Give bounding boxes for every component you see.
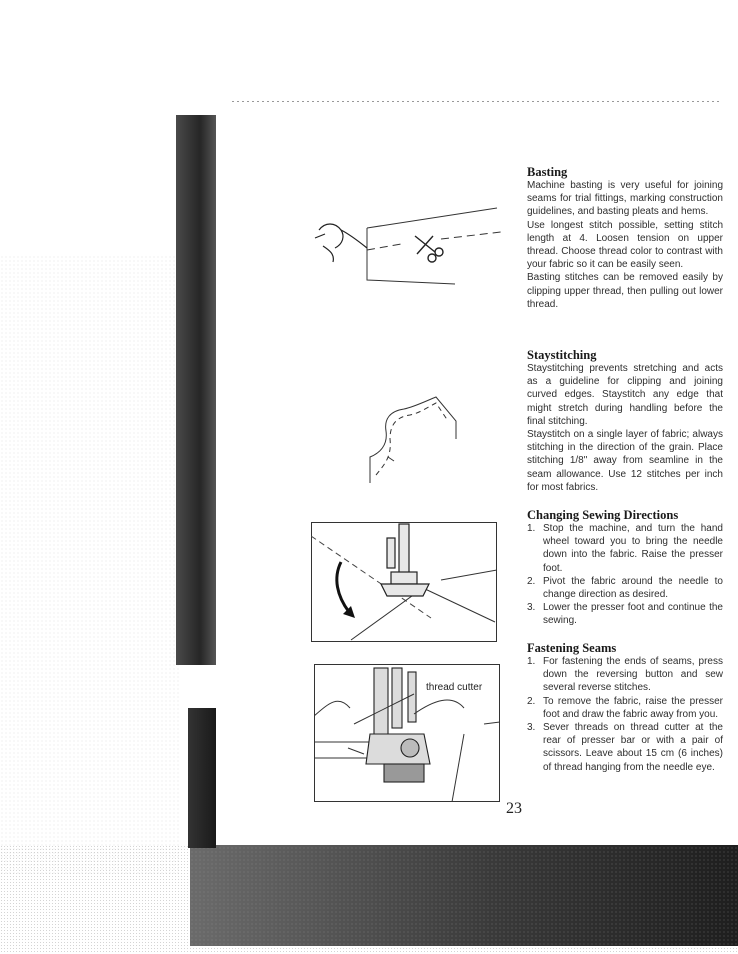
- page-number: 23: [506, 800, 522, 817]
- section-changing-directions: [527, 508, 723, 628]
- step-number: 1.: [527, 523, 536, 534]
- thread-cutter-figure: [314, 664, 500, 802]
- list-item: [527, 655, 723, 695]
- step-text: Sever threads on thread cutter at the rear of presser bar or with a pair of scissors. Leave about 15 cm (6 inches) of thread hanging from the needle eye.: [543, 722, 723, 773]
- paragraph: Staystitching prevents stretching and acts as a guideline for clipping and joining curved edges. Staystitch any edge that might stretch during handling before the final stitching.: [527, 363, 723, 427]
- list-item: [527, 575, 723, 601]
- list-item: [527, 601, 723, 627]
- step-number: 3.: [527, 602, 536, 614]
- step-number: 2.: [527, 695, 536, 707]
- paragraph: Staystitch on a single layer of fabric; always stitching in the direction of the grain. Place stitching 1/8" away from seamline in the seam allowance. Use 12 stitches per inch for most fabrics.: [527, 429, 723, 493]
- hand-icon: [315, 224, 367, 262]
- book-spine-shadow-lower: [188, 708, 216, 848]
- step-text: Lower the presser foot and continue the sewing.: [543, 602, 723, 627]
- pivot-figure: [311, 522, 497, 642]
- steps-list: [527, 522, 723, 628]
- section-heading: Basting: [527, 165, 568, 179]
- paragraph: Use longest stitch possible, setting stitch length at 4. Loosen tension on upper thread. Choose thread color to contrast with your fabric so it can be easily seen.: [527, 219, 723, 271]
- step-text: Stop the machine, and turn the hand wheel toward you to bring the needle down into the fabric. Raise the presser foot.: [543, 523, 723, 574]
- paragraph: Machine basting is very useful for joining seams for trial fittings, marking construction guidelines, and basting pleats and hems.: [527, 180, 723, 218]
- list-item: [527, 522, 723, 575]
- step-number: 1.: [527, 656, 536, 667]
- basting-figure: [305, 200, 505, 290]
- step-text: To remove the fabric, raise the presser foot and draw the fabric away from you.: [543, 695, 723, 720]
- staystitching-figure: [360, 395, 460, 485]
- scissors-icon: [415, 236, 443, 262]
- step-number: 3.: [527, 722, 536, 734]
- steps-list: [527, 655, 723, 774]
- section-basting: [527, 165, 723, 311]
- scan-top-edge: [232, 101, 722, 102]
- step-number: 2.: [527, 575, 536, 587]
- thread-cutter-label: thread cutter: [426, 682, 483, 693]
- section-fastening-seams: [527, 641, 723, 774]
- scan-noise-left: [0, 255, 180, 875]
- section-staystitching: [527, 348, 723, 494]
- paragraph: Basting stitches can be removed easily by clipping upper thread, then pulling out lower thread.: [527, 272, 723, 310]
- step-text: Pivot the fabric around the needle to change direction as desired.: [543, 575, 723, 601]
- scan-shadow-bottom: [190, 838, 738, 946]
- list-item: [527, 695, 723, 721]
- list-item: [527, 721, 723, 774]
- book-spine-shadow: [176, 115, 216, 665]
- section-heading: Changing Sewing Directions: [527, 508, 679, 522]
- step-text: For fastening the ends of seams, press down the reversing button and sew several reverse stitches.: [543, 656, 723, 694]
- section-heading: Fastening Seams: [527, 641, 617, 655]
- section-heading: Staystitching: [527, 348, 597, 362]
